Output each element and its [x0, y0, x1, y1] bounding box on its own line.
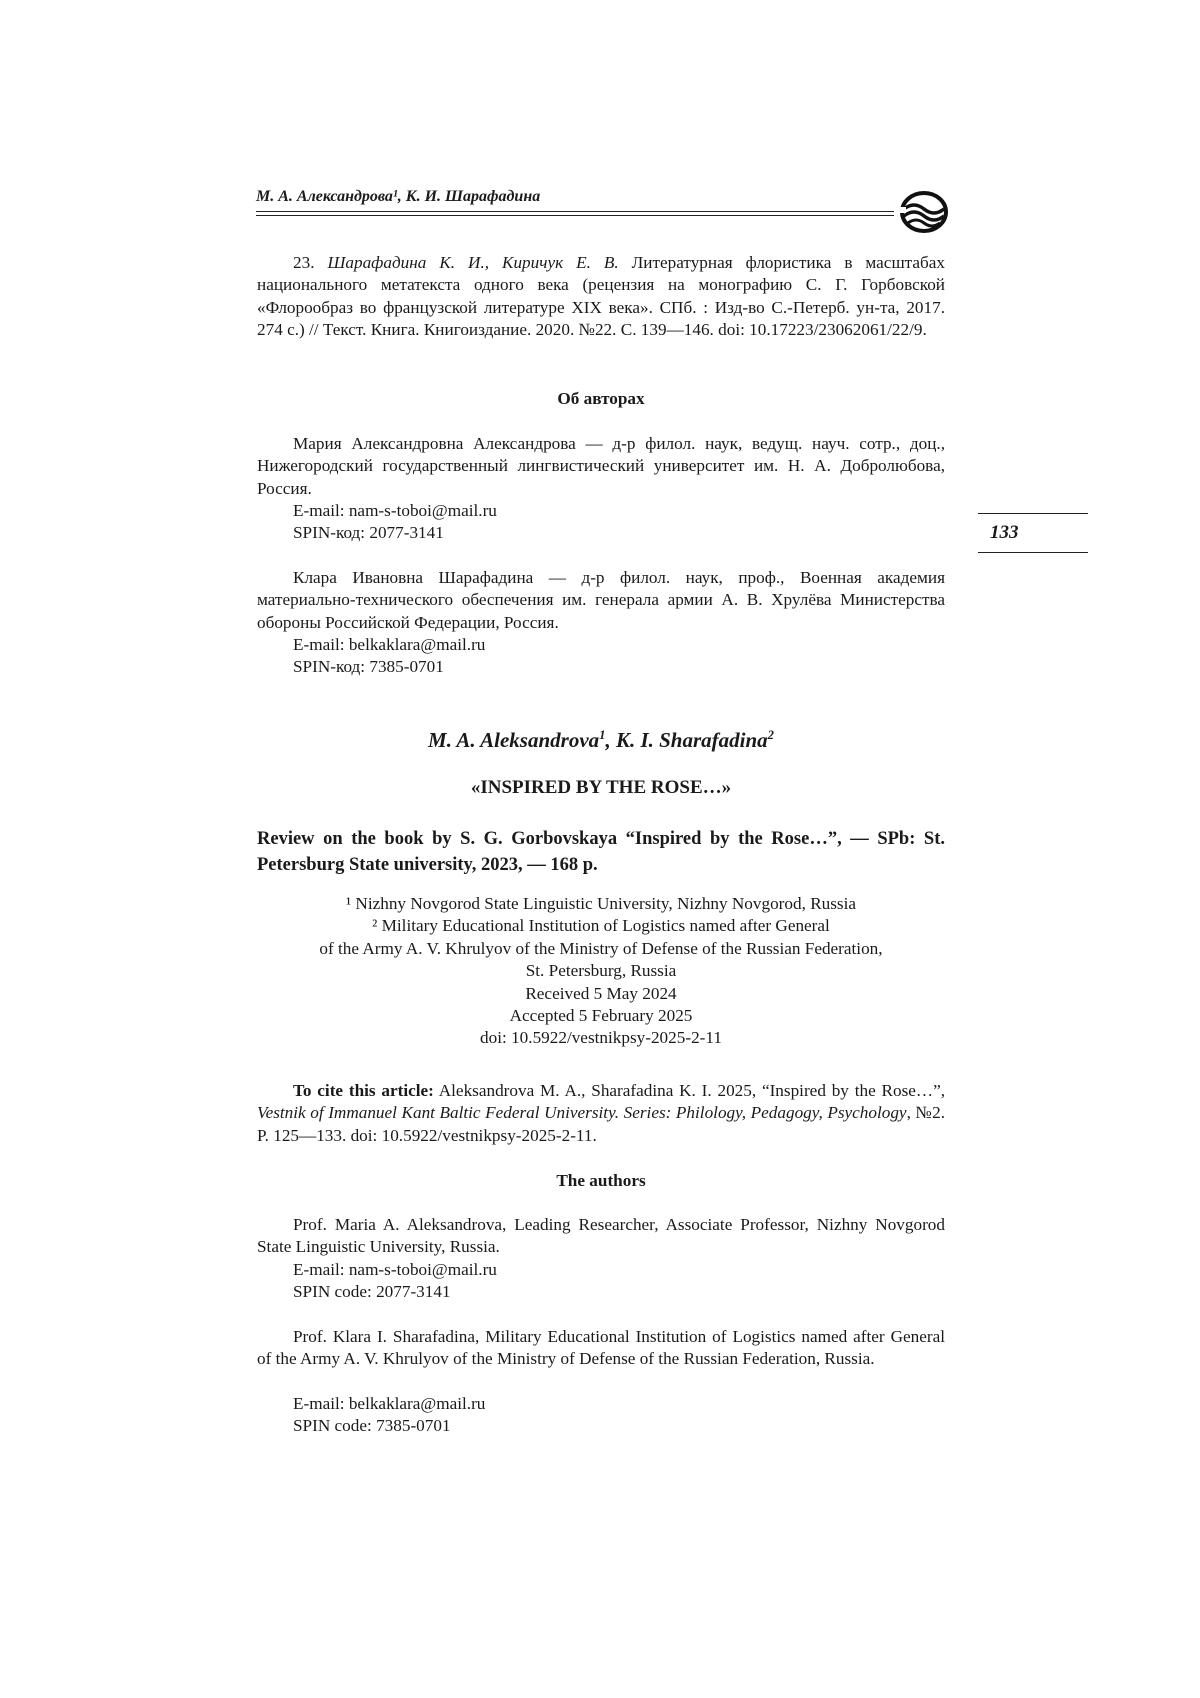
authors-heading-en: The authors [556, 1171, 646, 1190]
author2-email-ru[interactable]: E-mail: belkaklara@mail.ru [293, 635, 486, 654]
english-authors: M. A. Aleksandrova$^1$, K. I. Sharafadina$^2$ [428, 728, 774, 752]
author1-bio-en: Prof. Maria A. Aleksandrova, Leading Researcher, Associate Professor, Nizhny Novgorod State Linguistic University, Russia. [257, 1215, 945, 1257]
author1-spin-en: SPIN code: 2077-3141 [293, 1282, 451, 1301]
affiliation-line: St. Petersburg, Russia [525, 961, 677, 981]
author2-email-en[interactable]: E-mail: belkaklara@mail.ru [293, 1394, 486, 1413]
english-title: «INSPIRED BY THE ROSE…» [470, 777, 732, 798]
review-line: Review on the book by S. G. Gorbovskaya “Inspired by the Rose…”, — SPb: St. Petersburg State university, 2023, — 168 p. [257, 829, 945, 875]
affiliation-line: ² Military Educational Institution of Logistics named after General [372, 916, 830, 936]
page-number: 133 [990, 522, 1019, 543]
author1-email-ru[interactable]: E-mail: nam-s-toboi@mail.ru [293, 501, 497, 520]
header-rule-bottom [256, 215, 894, 216]
author2-bio-ru: Клара Ивановна Шарафадина — д-р филол. наук, проф., Военная академия материально-технического обеспечения им. генерала армии А. В. Хрулёва Министерства обороны Российской Федерации, Россия. [257, 568, 945, 632]
author2-spin-en: SPIN code: 7385-0701 [293, 1416, 451, 1435]
author2-spin-ru: SPIN-код: 7385-0701 [293, 657, 444, 676]
doi[interactable]: doi: 10.5922/vestnikpsy-2025-2-11 [480, 1028, 722, 1048]
affiliation-line: of the Army A. V. Khrulyov of the Ministry of Defense of the Russian Federation, [319, 938, 883, 958]
cite-this-article: To cite this article: Aleksandrova M. A., Sharafadina K. I. 2025, “Inspired by the Rose…”, Vestnik of Immanuel Kant Baltic Federal University. Series: Philology, Pedagogy, Psychology, №2. P. 125—133. doi: 10.5922/vestnikpsy-2025-2-11. [257, 1081, 946, 1145]
author1-spin-ru: SPIN-код: 2077-3141 [293, 523, 444, 542]
received-date: Received 5 May 2024 [525, 983, 677, 1003]
author1-email-en[interactable]: E-mail: nam-s-toboi@mail.ru [293, 1260, 497, 1279]
journal-logo-icon [898, 189, 950, 235]
about-authors-heading-ru: Об авторах [557, 389, 645, 408]
affiliations [257, 893, 945, 1050]
accepted-date: Accepted 5 February 2025 [509, 1006, 693, 1026]
author2-bio-en: Prof. Klara I. Sharafadina, Military Educational Institution of Logistics named after General of the Army A. V. Khrulyov of the Ministry of Defense of the Russian Federation, Russia. [257, 1327, 945, 1369]
author1-bio-ru: Мария Александровна Александрова — д-р филол. наук, ведущ. науч. сотр., доц., Нижегородский государственный лингвистический университет им. Н. А. Добролюбова, Россия. [257, 434, 945, 498]
affiliation-line: ¹ Nizhny Novgorod State Linguistic University, Nizhny Novgorod, Russia [345, 894, 857, 913]
running-header-authors: М. А. Александрова¹, К. И. Шарафадина [256, 188, 541, 205]
reference-23: 23. Шарафадина К. И., Киричук Е. В. Литературная флористика в масштабах национального метатекста одного века (рецензия на монографию С. Г. Горбовской «Флорообраз во французской литературе XIX века». СПб. : Изд-во С.-Петерб. ун-та, 2017. 274 с.) // Текст. Книга. Книгоиздание. 2020. №22. С. 139—146. doi: 10.17223/23062061/22/9. [257, 253, 945, 340]
header-rule-top [256, 211, 894, 212]
